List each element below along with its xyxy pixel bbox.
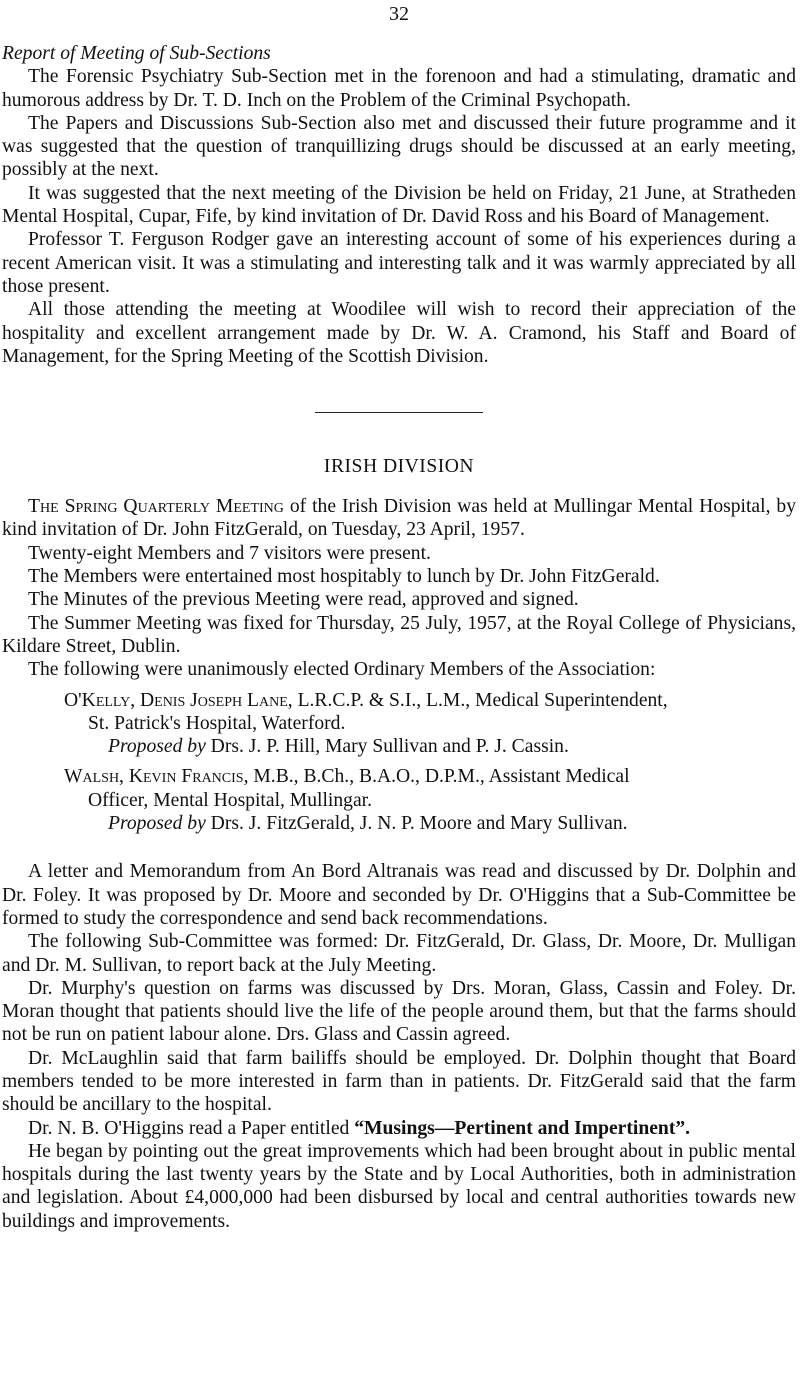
paragraph: The Members were entertained most hospitably to lunch by Dr. John FitzGerald. (28, 566, 660, 588)
paragraph: All those attending the meeting at Woodilee will wish to record their appreciation of the hospitality and excellent arrangement made by Dr. W. A. Cramond, his Staff and Board of Management, for the Spring Meeting of the Scottish Division. (2, 299, 796, 367)
section-heading: Report of Meeting of Sub-Sections (2, 43, 271, 64)
paragraph: The Papers and Discussions Sub-Section also met and discussed their future programme and it was suggested that the question of tranquillizing drugs should be discussed at an early meeting, possibly at the next. (2, 112, 796, 181)
paragraph: Twenty-eight Members and 7 visitors were present. (28, 542, 431, 564)
member-line (64, 765, 796, 788)
proposer-names: Drs. J. P. Hill, Mary Sullivan and P. J. Cassin. (205, 736, 569, 758)
member-proposers (64, 735, 796, 758)
member-entry (2, 689, 796, 759)
paragraph: Professor T. Ferguson Rodger gave an interesting account of some of his experiences during a recent American visit. It was a stimulating and interesting talk and it was warmly appreciated by all those present. (2, 229, 796, 297)
proposer-names: Drs. J. FitzGerald, J. N. P. Moore and Mary Sullivan. (205, 813, 628, 835)
intro-paragraph (2, 495, 796, 542)
paragraph: Dr. Murphy's question on farms was discussed by Drs. Moran, Glass, Cassin and Foley. Dr. Moran thought that patients should live the life of the people around them, but that the farms should not be run on patient labour alone. Drs. Glass and Cassin agreed. (2, 977, 796, 1046)
paragraph: It was suggested that the next meeting of the Division be held on Friday, 21 June, at Stratheden Mental Hospital, Cupar, Fife, by kind invitation of Dr. David Ross and his Board of Management. (2, 182, 796, 228)
member-proposers (64, 812, 796, 835)
intro-lead: The Spring Quarterly Meeting (28, 496, 284, 518)
member-details: L.R.C.P. & S.I., L.M., Medical Superintendent, (292, 689, 668, 711)
paragraph: Dr. McLaughlin said that farm bailiffs should be employed. Dr. Dolphin thought that Board members tended to be more interested in farm than in patients. Dr. FitzGerald said that the farm should be ancillary to the hospital. (2, 1047, 796, 1116)
paper-lead: Dr. N. B. O'Higgins read a Paper entitled (28, 1117, 355, 1139)
member-name: Walsh, Kevin Francis, (64, 766, 249, 788)
paragraph: The following Sub-Committee was formed: Dr. FitzGerald, Dr. Glass, Dr. Moore, Dr. Mulligan and Dr. M. Sullivan, to report back at the July Meeting. (2, 931, 796, 976)
paragraph: The following were unanimously elected Ordinary Members of the Association: (28, 659, 656, 681)
proposed-label: Proposed by (108, 813, 206, 835)
division-title: IRISH DIVISION (323, 456, 475, 478)
section-divider (315, 412, 483, 413)
intro-rest: of the Irish Division was held at Mullingar Mental Hospital, by kind invitation of Dr. John FitzGerald, on Tuesday, 23 April, 1957. (2, 496, 796, 541)
paragraph: The Minutes of the previous Meeting were read, approved and signed. (28, 589, 579, 611)
paragraph: The Summer Meeting was fixed for Thursday, 25 July, 1957, at the Royal College of Physicians, Kildare Street, Dublin. (2, 612, 796, 657)
paragraph: A letter and Memorandum from An Bord Altranais was read and discussed by Dr. Dolphin and Dr. Foley. It was proposed by Dr. Moore and seconded by Dr. O'Higgins that a Sub-Committee be formed to study the correspondence and send back recommendations. (2, 861, 796, 929)
paragraph: He began by pointing out the great improvements which had been brought about in public mental hospitals during the last twenty years by the State and by Local Authorities, both in administration and legislation. About £4,000,000 had been disbursed by local and central authorities towards new buildings and improvements. (2, 1140, 796, 1232)
member-line (64, 689, 796, 712)
page-number: 32 (389, 3, 409, 25)
member-location: St. Patrick's Hospital, Waterford. (88, 712, 346, 734)
member-location: Officer, Mental Hospital, Mullingar. (88, 789, 372, 811)
paragraph: The Forensic Psychiatry Sub-Section met in the forenoon and had a stimulating, dramatic and humorous address by Dr. T. D. Inch on the Problem of the Criminal Psychopath. (2, 66, 796, 111)
proposed-label: Proposed by (108, 736, 206, 758)
paper-paragraph (2, 1117, 796, 1140)
paper-title: “Musings—Pertinent and Impertinent”. (354, 1117, 691, 1139)
member-entry (2, 765, 796, 835)
spacer (2, 835, 796, 860)
member-name: O'Kelly, Denis Joseph Lane, (64, 689, 293, 711)
member-details: M.B., B.Ch., B.A.O., D.P.M., Assistant Medical (248, 766, 630, 788)
